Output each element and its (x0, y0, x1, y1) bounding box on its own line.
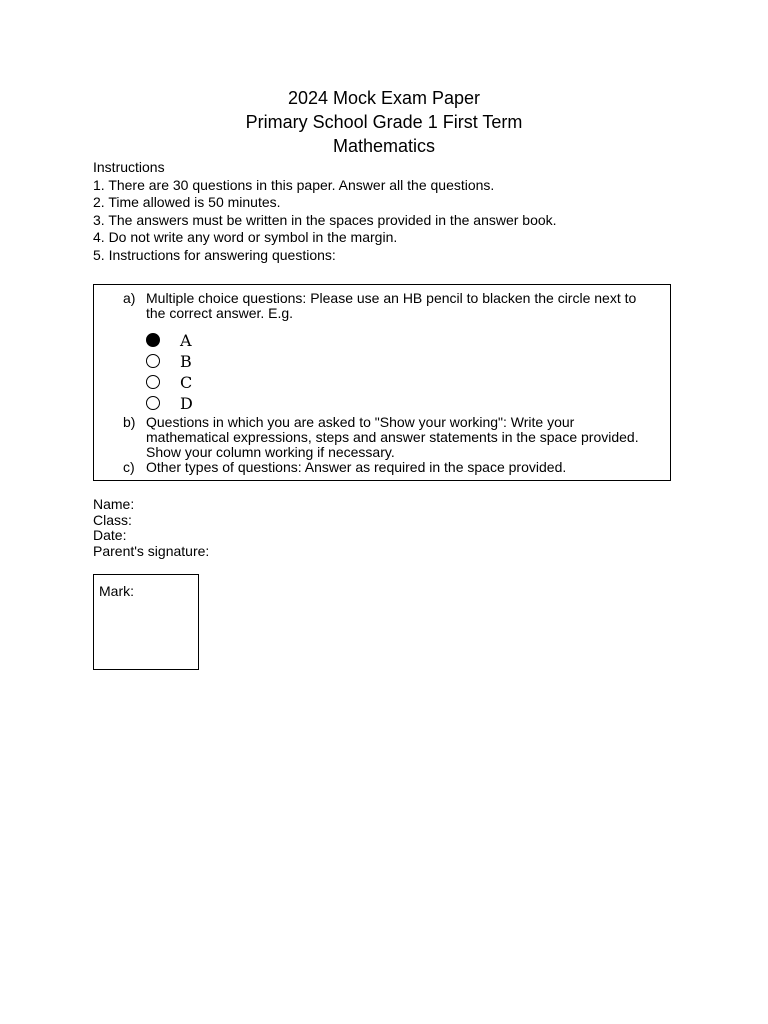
option-letter: A (180, 331, 192, 350)
item-marker: a) (123, 290, 136, 306)
date-label: Date: (93, 527, 127, 544)
exam-title (0, 86, 768, 158)
example-option-a (146, 332, 226, 353)
answering-instructions-box (93, 284, 671, 481)
instruction-item: 2. Time allowed is 50 minutes. (93, 194, 281, 211)
item-text-line: Other types of questions: Answer as required in the space provided. (146, 459, 567, 475)
empty-bubble-icon (146, 375, 160, 389)
title-subject-line: Mathematics (332, 136, 436, 156)
mark-label: Mark: (99, 583, 134, 599)
instruction-item: 4. Do not write any word or symbol in the margin. (93, 229, 398, 246)
option-letter: B (180, 352, 192, 371)
item-marker: b) (123, 414, 136, 430)
empty-bubble-icon (146, 354, 160, 368)
instructions-section (93, 159, 693, 265)
name-label: Name: (93, 496, 135, 512)
class-label: Class: (93, 511, 132, 528)
mark-box (93, 574, 199, 670)
empty-bubble-icon (146, 396, 160, 410)
option-letter: D (180, 394, 193, 413)
example-options (146, 332, 226, 416)
title-year-line: 2024 Mock Exam Paper (287, 88, 481, 108)
instruction-item: 3. The answers must be written in the spaces provided in the answer book. (93, 211, 557, 228)
item-text (146, 415, 656, 460)
item-text (146, 291, 656, 321)
title-grade-line: Primary School Grade 1 First Term (245, 112, 523, 132)
item-text-line: Multiple choice questions: Please use an HB pencil to blacken the circle next to (146, 290, 637, 306)
item-text (146, 460, 656, 475)
filled-bubble-icon (146, 333, 160, 347)
example-option-b (146, 353, 226, 374)
instruction-item: 5. Instructions for answering questions: (93, 246, 336, 263)
example-option-d (146, 395, 226, 416)
instructions-heading: Instructions (93, 159, 165, 175)
item-text-line: Questions in which you are asked to "Show your working": Write your (146, 414, 575, 430)
item-text-line: Show your column working if necessary. (146, 444, 395, 460)
item-marker: c) (123, 459, 135, 475)
option-letter: C (180, 373, 193, 392)
instruction-item: 1. There are 30 questions in this paper. Answer all the questions. (93, 176, 495, 193)
parent-signature-label: Parent's signature: (93, 543, 210, 560)
example-option-c (146, 374, 226, 395)
student-info (93, 497, 209, 560)
item-text-line: the correct answer. E.g. (146, 305, 294, 321)
item-text-line: mathematical expressions, steps and answer statements in the space provided. (146, 429, 639, 445)
